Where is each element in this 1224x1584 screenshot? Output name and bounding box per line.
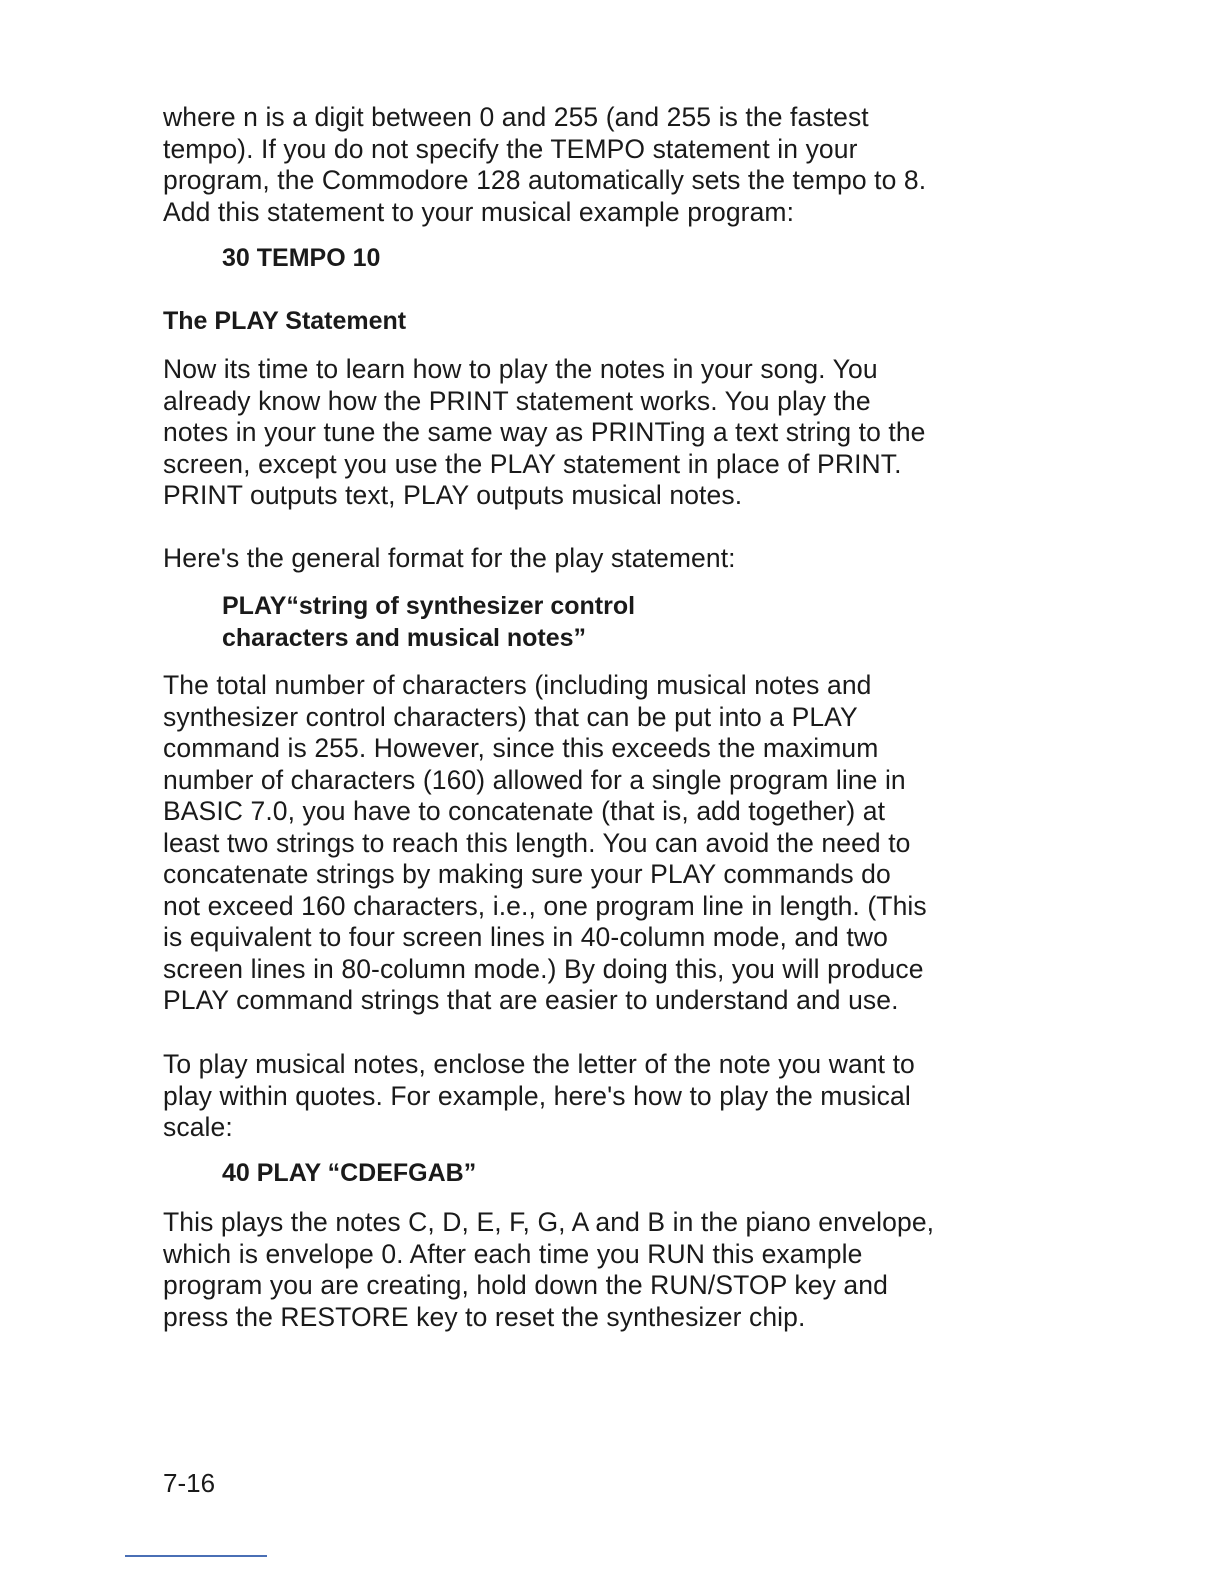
code-example-format [222,591,635,654]
text-line: synthesizer control characters) that can be put into a PLAY [163,701,858,732]
play-intro-paragraph [163,354,1003,512]
general-format-paragraph [163,543,1003,575]
page-number: 7-16 [163,1468,216,1498]
scan-edge-rule [125,1555,267,1557]
text-line: press the RESTORE key to reset the synthesizer chip. [163,1301,806,1332]
text-line: PRINT outputs text, PLAY outputs musical notes. [163,480,743,510]
text-line: command is 255. However, since this exceeds the maximum [163,733,879,763]
text-line: Here's the general format for the play statement: [163,543,736,573]
text-line: notes in your tune the same way as PRINTing a text string to the [163,417,926,447]
text-line: This plays the notes C, D, E, F, G, A and B in the piano envelope, [163,1207,935,1237]
code-line: PLAY“string of synthesizer control [222,592,636,620]
text-line: screen, except you use the PLAY statement in place of PRINT. [163,448,902,479]
code-line: characters and musical notes” [222,623,587,652]
text-line: Now its time to learn how to play the notes in your song. You [163,354,878,384]
text-line: number of characters (160) allowed for a single program line in [163,764,906,795]
text-line: tempo). If you do not specify the TEMPO statement in your [163,133,858,164]
text-line: The total number of characters (including musical notes and [163,670,872,700]
text-line: least two strings to reach this length. You can avoid the need to [163,827,911,858]
text-line: To play musical notes, enclose the letter of the note you want to [163,1049,915,1079]
text-line: concatenate strings by making sure your PLAY commands do [163,859,891,889]
text-line: program you are creating, hold down the RUN/STOP key and [163,1270,888,1300]
text-line: Add this statement to your musical example program: [163,196,795,227]
text-line: PLAY command strings that are easier to understand and use. [163,985,899,1015]
text-line: BASIC 7.0, you have to concatenate (that is, add together) at [163,796,886,826]
play-notes-paragraph [163,1049,1003,1144]
text-line: program, the Commodore 128 automatically sets the tempo to 8. [163,165,927,195]
play-explanation-paragraph [163,1207,1003,1333]
code-example-play: 40 PLAY “CDEFGAB” [222,1159,477,1187]
text-line: screen lines in 80-column mode.) By doing this, you will produce [163,953,924,984]
text-line: already know how the PRINT statement works. You play the [163,385,871,416]
text-line: which is envelope 0. After each time you RUN this example [163,1238,863,1269]
text-line: scale: [163,1112,233,1142]
text-line: is equivalent to four screen lines in 40-column mode, and two [163,922,888,952]
intro-paragraph [163,102,1003,228]
text-line: where n is a digit between 0 and 255 (and 255 is the fastest [163,102,869,132]
text-line: not exceed 160 characters, i.e., one program line in length. (This [163,890,927,921]
text-line: play within quotes. For example, here's how to play the musical [163,1080,911,1111]
total-characters-paragraph [163,670,1003,1017]
section-heading-play-statement: The PLAY Statement [163,307,407,335]
code-example-tempo: 30 TEMPO 10 [222,244,381,272]
